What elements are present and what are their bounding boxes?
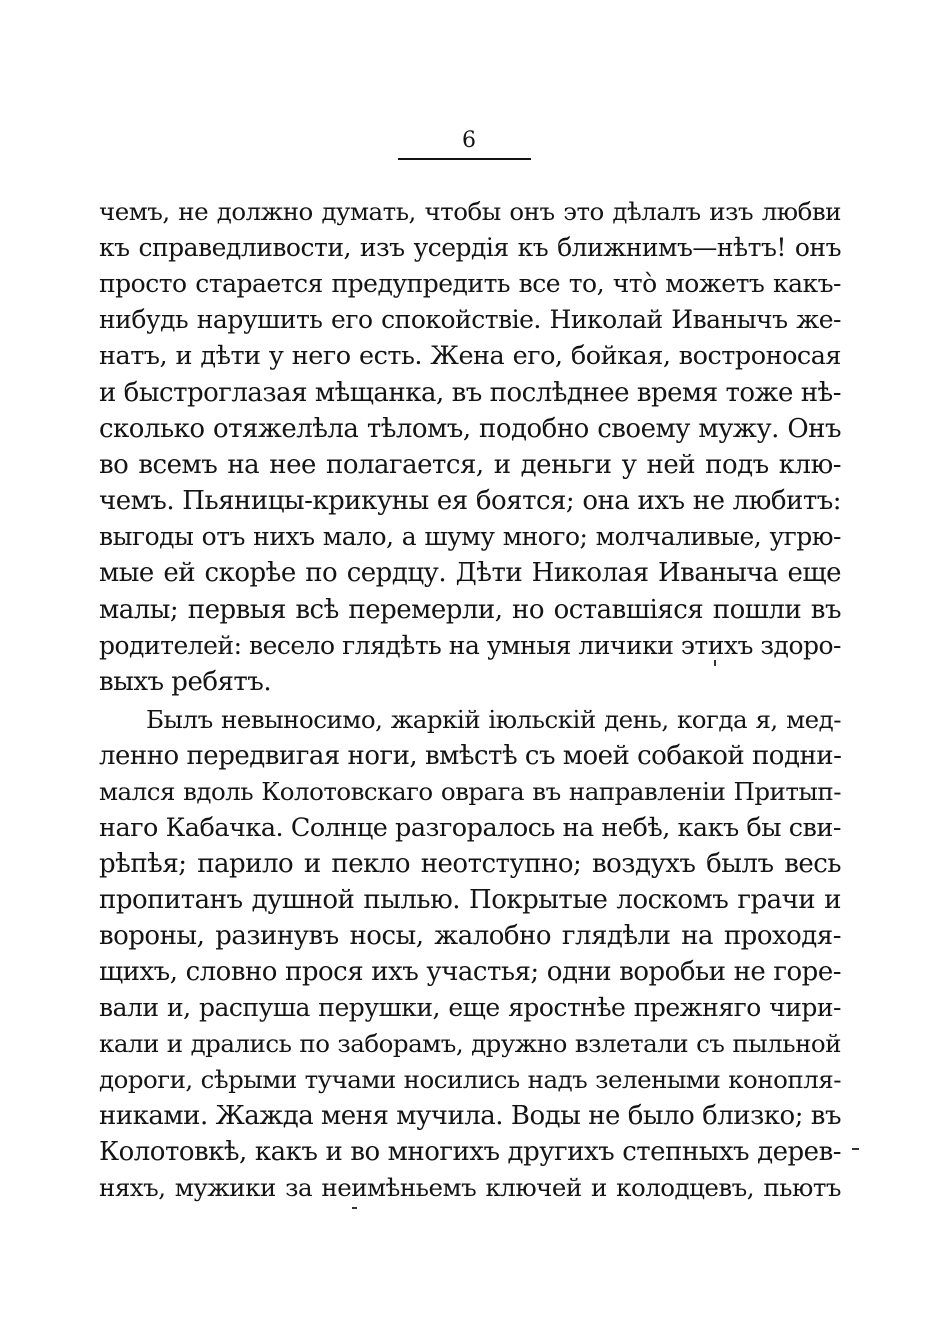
text-line-19: рѣпѣя; парило и пекло неотступно; воздухъ былъ весь xyxy=(99,849,841,879)
text-line-5: натъ, и дѣти у него есть. Жена его, бойкая, востроносая xyxy=(99,341,841,371)
text-line-3: просто старается предупредить все то, что̀ можетъ какъ- xyxy=(99,269,841,298)
text-line-6: и быстроглазая мѣщанка, въ послѣднее время тоже нѣ- xyxy=(99,378,841,408)
text-line-1: чемъ, не должно думать, чтобы онъ это дѣлалъ изъ любви xyxy=(99,197,841,226)
text-line-17: мался вдоль Колотовскаго оврага въ направленіи Притып- xyxy=(99,777,841,806)
text-line-12: малы; первыя всѣ перемерли, но оставшіяся пошли въ xyxy=(99,595,841,625)
print-speck xyxy=(714,660,716,666)
text-line-25: дороги, сѣрыми тучами носились надъ зелеными конопля- xyxy=(99,1065,841,1094)
text-line-20: пропитанъ душной пылью. Покрытые лоскомъ грачи и xyxy=(99,885,841,915)
text-line-16: ленно передвигая ноги, вмѣстѣ съ моей собакой подни- xyxy=(99,741,841,771)
text-line-13: родителей: весело глядѣть на умныя личики этихъ здоро- xyxy=(99,631,841,660)
text-line-10: выгоды отъ нихъ мало, а шуму много; молчаливые, угрю- xyxy=(99,522,841,551)
text-line-21: вороны, разинувъ носы, жалобно глядѣли на проходя- xyxy=(99,921,841,951)
page-number: 6 xyxy=(462,128,476,153)
text-line-4: нибудь нарушить его спокойствіе. Николай Иванычъ же- xyxy=(99,305,841,334)
text-line-7: сколько отяжелѣла тѣломъ, подобно своему мужу. Онъ xyxy=(99,414,841,444)
text-line-11: мые ей скорѣе по сердцу. Дѣти Николая Иваныча еще xyxy=(99,558,841,588)
text-line-27: Колотовкѣ, какъ и во многихъ другихъ степныхъ дерев- xyxy=(99,1137,841,1167)
text-line-14: выхъ ребятъ. xyxy=(99,667,272,697)
text-line-8: во всемъ на нее полагается, и деньги у ней подъ клю- xyxy=(99,450,841,480)
header-rule xyxy=(398,158,531,160)
text-line-23: вали и, распуша перушки, еще яростнѣе прежняго чири- xyxy=(99,993,841,1022)
text-line-15: Былъ невыносимо, жаркій іюльскій день, когда я, мед- xyxy=(146,705,841,734)
print-speck xyxy=(352,1207,357,1209)
text-line-28: няхъ, мужики за неимѣньемъ ключей и колодцевъ, пьютъ xyxy=(99,1173,841,1202)
text-line-22: щихъ, словно прося ихъ участья; одни воробьи не горе- xyxy=(99,957,841,987)
text-line-2: къ справедливости, изъ усердія къ ближнимъ—нѣтъ! онъ xyxy=(99,233,841,262)
text-line-24: кали и дрались по заборамъ, дружно взлетали съ пыльной xyxy=(99,1029,841,1058)
text-line-18: наго Кабачка. Солнце разгоралось на небѣ, какъ бы сви- xyxy=(99,813,841,843)
print-speck xyxy=(852,1148,859,1150)
text-line-26: никами. Жажда меня мучила. Воды не было близко; въ xyxy=(99,1101,841,1131)
text-line-9: чемъ. Пьяницы-крикуны ея боятся; она ихъ не любитъ: xyxy=(99,486,841,516)
